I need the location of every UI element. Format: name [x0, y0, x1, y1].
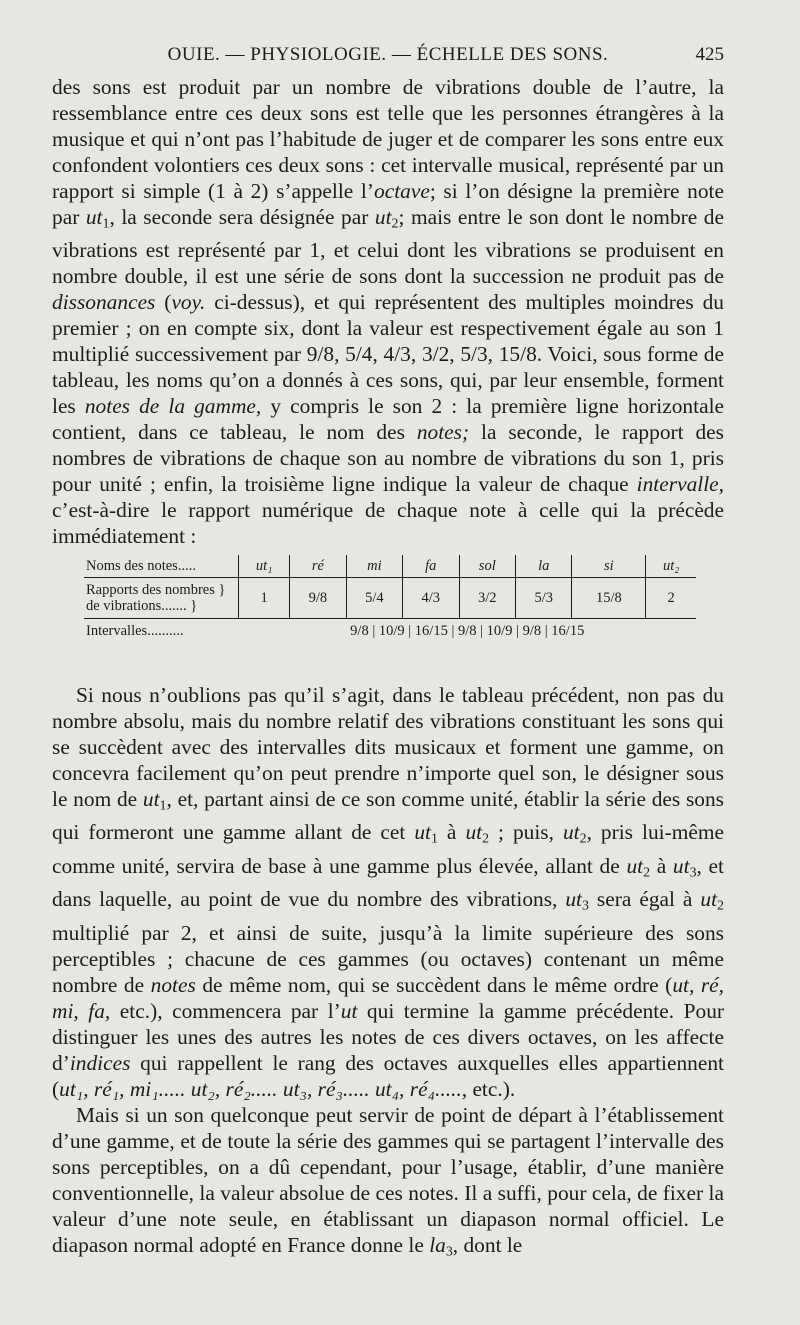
table-row-intervals [84, 619, 696, 643]
note-index: 2 [391, 216, 399, 232]
table-cell: 2 [646, 578, 696, 619]
term-voy: voy. [171, 290, 206, 315]
table-cell: mi [346, 555, 402, 578]
interval-value: 16/15 [414, 623, 448, 639]
table-cell: 4/3 [403, 578, 459, 619]
text-run: qui rappellent le rang des octaves auxquelles elles appartiennent ( [52, 1050, 724, 1101]
text-run: à [437, 820, 466, 845]
interval-value: 9/8 [350, 623, 369, 639]
notes-table [84, 555, 696, 642]
text-run: , et dans laquelle, au point de vue du nombre des vibrations, [52, 853, 724, 912]
term-notes-gamme: notes de la gamme, [84, 394, 262, 419]
text-run: de même nom, qui se succèdent dans le même ordre ( [195, 972, 673, 997]
text-run: à [650, 853, 673, 878]
text-run: ; si l’on désigne la première note par [52, 179, 724, 229]
table-cell: ré [290, 555, 346, 578]
table-cell: sol [459, 555, 515, 578]
note-name: ut [142, 787, 160, 811]
table-row-notes [84, 555, 696, 578]
term-octave: octave [374, 179, 430, 203]
text-run: qui termine la gamme précédente. Pour distinguer les unes des autres les notes de ces divers octaves, on les affecte d’ [52, 998, 725, 1075]
row-label: Noms des notes..... [84, 555, 239, 578]
note-name: ut [565, 887, 582, 912]
text-run: , la seconde sera désignée par [109, 205, 375, 229]
table-cell: 15/8 [572, 578, 646, 619]
note-index: 1 [159, 798, 167, 814]
text-run: ; puis, [489, 820, 563, 845]
term-intervalle: intervalle, [636, 472, 724, 497]
note-name: ut [374, 205, 392, 229]
term-notes: notes; [416, 420, 470, 445]
note-index: 2 [579, 831, 587, 847]
paragraph-diapason [52, 1102, 724, 1265]
text-run: ; mais entre le son dont le nombre de vibrations est représenté par 1, et celui dont les vibrations se produisent en nombre double, il est une série de sons dont la succession ne produit pas de [52, 205, 724, 289]
interval-value: 10/9 [486, 623, 513, 639]
note-name: ut [700, 887, 718, 912]
note-list: ut₁, ré₁, mi₁..... ut₂, ré₂..... ut₃, ré₃..... ut₄, ré₄....., [59, 1076, 468, 1101]
table-cell: 9/8 [290, 578, 346, 619]
text-run: ci-dessus), et qui représentent des multiples moindres du premier ; on en compte six, dont la valeur est respectivement égale au son 1 multiplié successivement par 9/8, 5/4, 4/3, 3/2, 5/3, 15/8. Voici, sous forme de tableau, les noms qu’on a donnés à ces sons, qui, par leur ensemble, forment les [52, 290, 724, 419]
note-index: 3 [582, 898, 589, 914]
row-label: Rapports des nombres } de vibrations....... } [84, 578, 239, 619]
text-run: multiplié par 2, et ainsi de suite, jusqu’à la limite supérieure des sons perceptibles ; chacune de ces gammes (ou octaves) contenant un même nombre de [52, 920, 724, 997]
table-cell: la [515, 555, 571, 578]
term-dissonances: dissonances [52, 290, 156, 315]
note-name: ut [672, 853, 690, 878]
text-run: sera égal à [588, 887, 701, 912]
text-run: la seconde, le rapport des nombres de vibrations de chaque son au nombre de vibrations du son 1, pris pour unité ; enfin, la troisième ligne indique la valeur de chaque [52, 420, 724, 497]
table-cell: 1 [239, 578, 290, 619]
note-list: ut, ré, mi, fa, [52, 972, 725, 1023]
note-index: 2 [482, 831, 490, 847]
note-name: ut [465, 820, 483, 845]
note-index: 2 [643, 865, 651, 881]
interval-value: 10/9 [378, 623, 405, 639]
note-name: la [429, 1232, 446, 1257]
text-run: Mais si un son quelconque peut servir de point de départ à l’établissement d’une gamme, et de toute la série des gammes qui se partagent l’intervalle des sons perceptibles, on a dû cependant, pour l’usage, établir, d’une manière conventionnelle, la valeur absolue de ces notes. Il a suffi, pour cela, de fixer la valeur d’une note seule, en établissant un diapason normal officiel. Le diapason normal adopté en France donne le [52, 1102, 724, 1257]
table-cell: si [572, 555, 646, 578]
note-name: ut [340, 998, 358, 1023]
text-run: Si nous n’oublions pas qu’il s’agit, dans le tableau précédent, non pas du nombre absolu, mais du nombre relatif des vibrations constituant les sons qui se succèdent avec des intervalles dits musicaux et forment une gamme, on concevra facilement qu’on peut prendre n’importe quel son, le désigner sous le nom de [52, 683, 724, 811]
note-index: 3 [689, 865, 697, 881]
table-cell: ut₁ [239, 555, 290, 578]
table-cell: 3/2 [459, 578, 515, 619]
text-run: , et, partant ainsi de ce son comme unité, établir la série des sons qui formeront une gamme allant de cet [52, 787, 725, 845]
table-cell: 5/3 [515, 578, 571, 619]
table-cell: fa [403, 555, 459, 578]
body-continued [52, 682, 724, 1265]
text-run: y compris le son 2 : la première ligne horizontale contient, dans ce tableau, le nom des [52, 394, 725, 445]
interval-value: 9/8 [457, 623, 477, 639]
note-name: ut [626, 853, 644, 878]
table-cell: 5/4 [346, 578, 402, 619]
text-run: ( [155, 290, 172, 315]
note-index: 1 [430, 831, 438, 847]
note-name: ut [85, 205, 103, 229]
term-indices: indices [69, 1050, 131, 1075]
text-run: c’est-à-dire le rapport numérique de chaque note à celle qui la précède immédiatement : [52, 498, 724, 549]
note-index: 1 [102, 216, 110, 232]
running-title: OUIE. — PHYSIOLOGIE. — ÉCHELLE DES SONS. [167, 44, 609, 65]
paragraph-relative [52, 682, 724, 1102]
paragraph-octave [52, 74, 724, 549]
table-row-ratios [84, 578, 696, 619]
text-run: , pris lui-même comme unité, servira de base à une gamme plus élevée, allant de [52, 820, 724, 878]
note-index: 3 [445, 1244, 453, 1260]
note-index: 2 [717, 898, 724, 914]
term-notes: notes [150, 972, 196, 997]
note-name: ut [562, 820, 580, 845]
text-run: , dont le [452, 1232, 523, 1257]
page-number: 425 [695, 44, 724, 65]
interval-value: 16/15 [551, 623, 585, 639]
text-run: etc.). [467, 1076, 516, 1101]
intervals-cell: 9/8 | 10/9 | 16/15 | 9/8 | 10/9 | 9/8 | 16/15 [350, 623, 585, 639]
text-run: des sons est produit par un nombre de vibrations double de l’autre, la ressemblance entre ces deux sons est telle que les personnes étrangères à la musique et qui n’ont pas l’habitude de juger et de comparer les sons entre eux confondent volontiers ces deux sons : cet intervalle musical, représenté par un rapport si simple (1 à 2) s’appelle l’ [52, 75, 724, 203]
running-header [52, 44, 724, 68]
row-label: Intervalles.......... [86, 623, 184, 639]
interval-value: 9/8 [522, 623, 542, 639]
table-cell: ut₂ [646, 555, 696, 578]
note-name: ut [414, 820, 431, 845]
text-run: etc.), commencera par l’ [110, 998, 341, 1023]
